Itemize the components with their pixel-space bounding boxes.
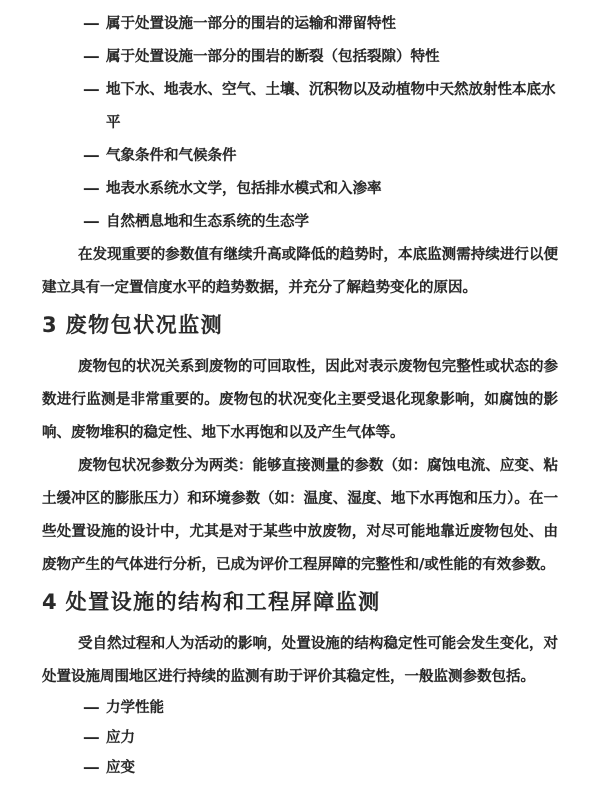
bullet-dash-icon: — <box>83 699 100 716</box>
bullet-dash-icon: — <box>83 213 100 230</box>
bullet-dash-icon: — <box>83 81 100 98</box>
list-item-text: 力学性能 <box>106 699 164 716</box>
monitoring-parameters-list <box>42 693 558 783</box>
paragraph-background-monitoring: 在发现重要的参数值有继续升高或降低的趋势时，本底监测需持续进行以便建立具有一定置信度水平的趋势数据，并充分了解趋势变化的原因。 <box>42 246 558 296</box>
section-number: 3 <box>42 313 57 337</box>
bullet-dash-icon: — <box>83 759 100 776</box>
list-item-text: 自然栖息地和生态系统的生态学 <box>106 213 309 230</box>
list-item <box>42 753 558 783</box>
paragraph-structural-stability: 受自然过程和人为活动的影响，处置设施的结构稳定性可能会发生变化，对处置设施周围地区进行持续的监测有助于评价其稳定性，一般监测参数包括。 <box>42 635 558 685</box>
list-item <box>42 40 558 73</box>
list-item <box>42 139 558 172</box>
list-item <box>42 73 558 139</box>
list-item-text: 属于处置设施一部分的围岩的断裂（包括裂隙）特性 <box>106 48 440 65</box>
section-heading-4 <box>42 589 558 615</box>
section-number: 4 <box>42 590 57 614</box>
list-item <box>42 205 558 238</box>
bullet-dash-icon: — <box>83 15 100 32</box>
list-item-text: 应力 <box>106 729 135 746</box>
bullet-dash-icon: — <box>83 180 100 197</box>
list-item-text: 气象条件和气候条件 <box>106 147 237 164</box>
site-parameters-list <box>42 7 558 238</box>
bullet-dash-icon: — <box>83 147 100 164</box>
list-item-text: 应变 <box>106 759 135 776</box>
section-heading-3 <box>42 312 558 338</box>
section-title: 废物包状况监测 <box>65 313 224 337</box>
list-item <box>42 7 558 40</box>
section-title: 处置设施的结构和工程屏障监测 <box>65 590 381 614</box>
list-item <box>42 172 558 205</box>
list-item-text: 地下水、地表水、空气、土壤、沉积物以及动植物中天然放射性本底水平 <box>106 81 556 131</box>
list-item <box>42 693 558 723</box>
paragraph-waste-package-condition-2: 废物包状况参数分为两类：能够直接测量的参数（如：腐蚀电流、应变、粘土缓冲区的膨胀压力）和环境参数（如：温度、湿度、地下水再饱和压力）。在一些处置设施的设计中，尤其是对于某些中放废物，对尽可能地靠近废物包处、由废物产生的气体进行分析，已成为评价工程屏障的完整性和/或性能的有效参数。 <box>42 457 558 573</box>
list-item <box>42 723 558 753</box>
paragraph-waste-package-condition-1: 废物包的状况关系到废物的可回取性，因此对表示废物包完整性或状态的参数进行监测是非常重要的。废物包的状况变化主要受退化现象影响，如腐蚀的影响、废物堆积的稳定性、地下水再饱和以及产生气体等。 <box>42 358 558 441</box>
bullet-dash-icon: — <box>83 729 100 746</box>
list-item-text: 属于处置设施一部分的围岩的运输和滞留特性 <box>106 15 396 32</box>
bullet-dash-icon: — <box>83 48 100 65</box>
list-item-text: 地表水系统水文学，包括排水模式和入渗率 <box>106 180 382 197</box>
